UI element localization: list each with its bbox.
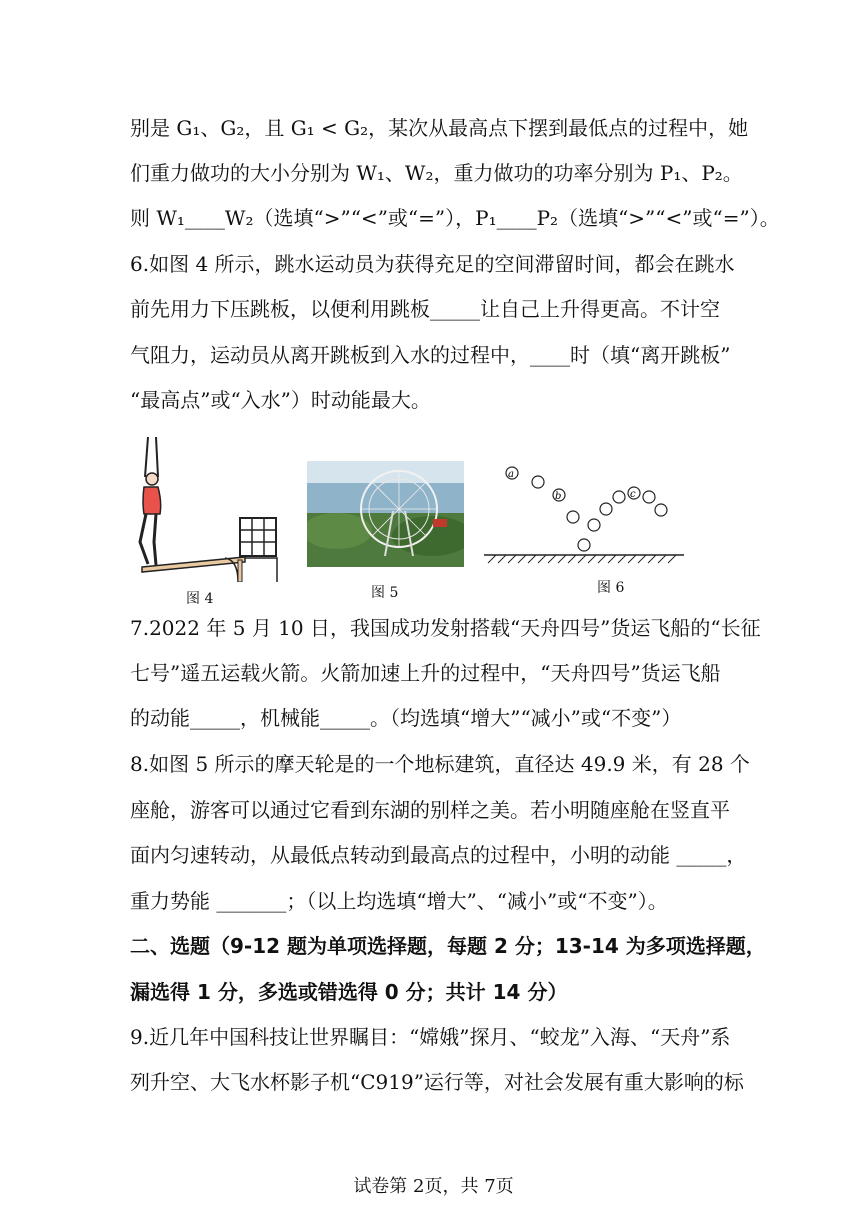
fig6-label-a: a (508, 469, 514, 480)
section-2-heading-line-2: 漏选得 1 分，多选或错选得 0 分；共计 14 分） (130, 980, 568, 1004)
question-8-line-3: 面内匀速转动，从最低点转动到最高点的过程中，小明的动能 _____， (130, 843, 747, 867)
text-line-3: 则 W₁____W₂（选填“>”“<”或“=”），P₁____P₂（选填“>”“<”或“=”）。 (130, 206, 780, 230)
figure-4-caption: 图 4 (186, 591, 214, 607)
figure-6-bouncing-ball (484, 460, 684, 570)
figure-6-caption: 图 6 (597, 580, 625, 596)
fig6-label-b: b (555, 491, 562, 502)
text-line-2: 们重力做功的大小分别为 W₁、W₂，重力做功的功率分别为 P₁、P₂。 (130, 161, 743, 185)
question-6-line-3: 气阻力，运动员从离开跳板到入水的过程中，____时（填“离开跳板” (130, 343, 731, 367)
fig6-label-c: c (630, 489, 636, 500)
figure-5-ferris-wheel-photo (307, 461, 464, 567)
question-7-line-3: 的动能_____，机械能_____。（均选填“增大”“减小”或“不变”） (130, 706, 682, 730)
question-8-line-2: 座舱，游客可以通过它看到东湖的别样之美。若小明随座舱在竖直平 (130, 798, 730, 822)
figure-5-caption: 图 5 (371, 585, 399, 601)
question-6-line-4: “最高点”或“入水”）时动能最大。 (130, 388, 431, 412)
section-2-heading-line-1: 二、选题（9-12 题为单项选择题，每题 2 分；13-14 为多项选择题， (130, 934, 766, 958)
question-7-line-1: 7.2022 年 5 月 10 日，我国成功发射搭载“天舟四号”货运飞船的“长征 (130, 616, 761, 640)
question-9-line-2: 列升空、大飞水杯影子机“C919”运行等，对社会发展有重大影响的标 (130, 1070, 744, 1094)
question-9-line-1: 9.近几年中国科技让世界瞩目：“嫦娥”探月、“蛟龙”入海、“天舟”系 (130, 1025, 731, 1049)
question-8-line-4: 重力势能 _______；（以上均选填“增大”、“减小”或“不变”）。 (130, 889, 668, 913)
figure-4-diver (120, 432, 285, 582)
question-7-line-2: 七号”遥五运载火箭。火箭加速上升的过程中，“天舟四号”货运飞船 (130, 661, 721, 685)
question-6-line-2: 前先用力下压跳板，以便利用跳板_____让自己上升得更高。不计空 (130, 297, 720, 321)
question-6-line-1: 6.如图 4 所示，跳水运动员为获得充足的空间滞留时间，都会在跳水 (130, 252, 735, 276)
text-line-1: 别是 G₁、G₂，且 G₁ < G₂，某次从最高点下摆到最低点的过程中，她 (130, 116, 749, 140)
page-footer: 试卷第 2页，共 7页 (353, 1176, 514, 1197)
question-8-line-1: 8.如图 5 所示的摩天轮是的一个地标建筑，直径达 49.9 米，有 28 个 (130, 752, 750, 776)
